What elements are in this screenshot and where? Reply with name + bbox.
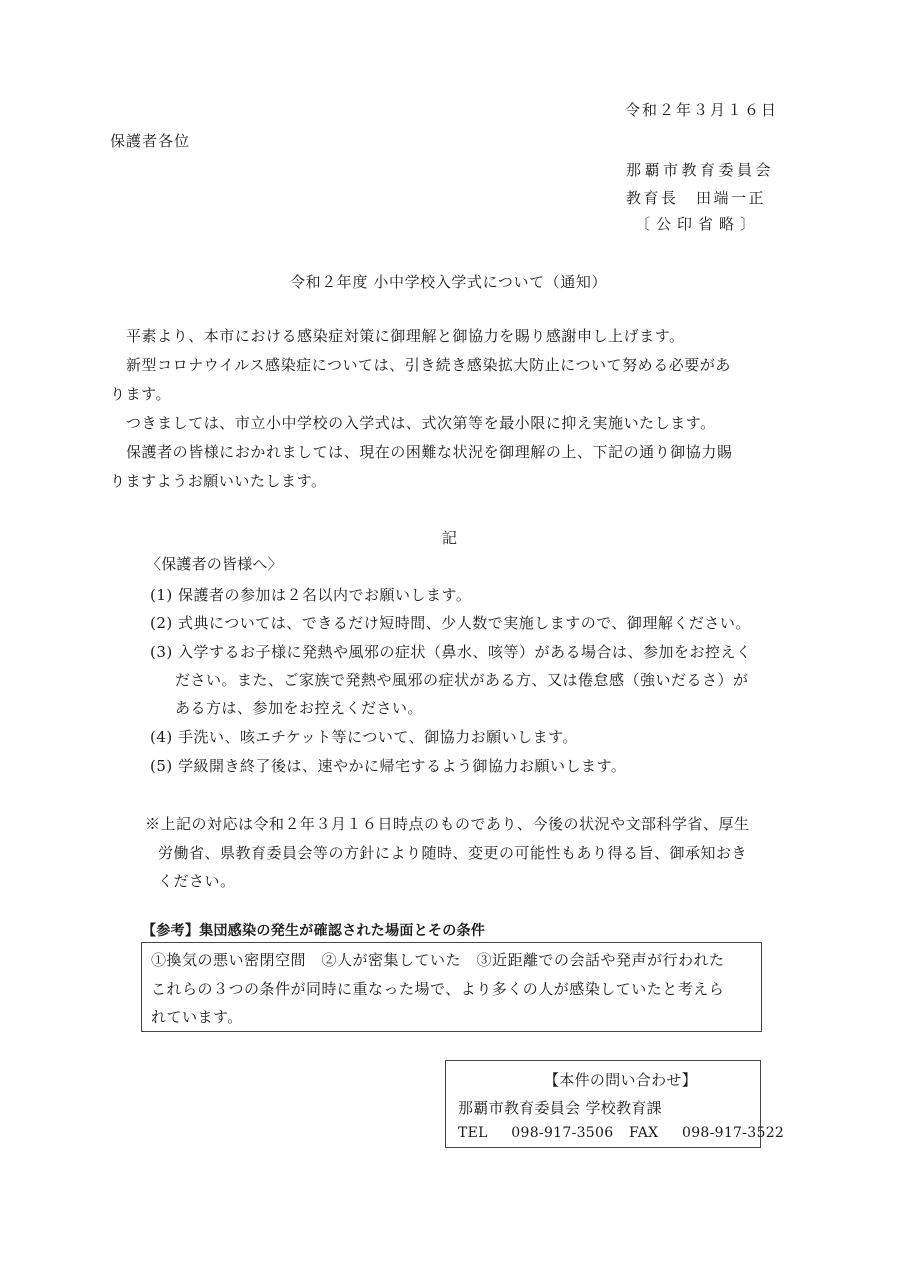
item-text: 式典については、できるだけ短時間、少人数で実施しますので、御理解ください。 <box>178 614 751 632</box>
item-number: (4) <box>150 728 173 746</box>
item-number: (3) <box>150 643 173 661</box>
note-line: 労働省、県教育委員会等の方針により随時、変更の可能性もあり得る旨、御承知おき <box>158 844 748 862</box>
body-line: りますようお願いいたします。 <box>110 472 327 490</box>
note-line: ※上記の対応は令和２年３月１６日時点のものであり、今後の状況や文部科学省、厚生 <box>145 815 750 833</box>
item-text: 手洗い、咳エチケット等について、御協力お願いします。 <box>178 728 578 746</box>
list-item <box>150 641 752 662</box>
parents-section-heading: 〈保護者の皆様へ〉 <box>146 555 283 573</box>
item-number: (5) <box>150 757 173 775</box>
item-number: (1) <box>150 586 173 604</box>
reference-line: これらの３つの条件が同時に重なった場で、より多くの人が感染していたと考えら <box>151 980 725 998</box>
reference-line: ①換気の悪い密閉空間 ②人が密集していた ③近距離での会話や発声が行われた <box>151 951 725 969</box>
reference-box <box>141 942 762 1032</box>
body-line: 保護者の皆様におかれましては、現在の困難な状況を御理解の上、下記の通り御協力賜 <box>126 443 733 461</box>
tel-label: TEL <box>458 1125 488 1141</box>
addressee: 保護者各位 <box>110 132 191 150</box>
contact-title: 【本件の問い合わせ】 <box>544 1071 698 1089</box>
item-continuation: ださい。また、ご家族で発熱や風邪の症状がある方、又は倦怠感（強いだるさ）が <box>175 671 749 689</box>
contact-organization: 那覇市教育委員会 学校教育課 <box>458 1099 662 1117</box>
seal-omitted-note: 〔公印省略〕 <box>635 215 762 233</box>
body-line: ります。 <box>110 385 172 403</box>
body-line: 平素より、本市における感染症対策に御理解と御協力を賜り感謝申し上げます。 <box>126 327 685 345</box>
list-item <box>150 612 751 633</box>
issuer-organization: 那覇市教育委員会 <box>626 161 775 179</box>
list-item <box>150 584 471 605</box>
document-title: 令和２年度 小中学校入学式について（通知） <box>290 273 608 291</box>
item-number: (2) <box>150 614 173 632</box>
contact-phone-line <box>458 1125 784 1141</box>
reference-title: 【参考】集団感染の発生が確認された場面とその条件 <box>142 923 486 939</box>
issuer-name: 教育長 田端一正 <box>626 189 767 207</box>
item-continuation: ある方は、参加をお控えください。 <box>175 699 424 717</box>
ki-marker: 記 <box>442 529 458 547</box>
tel-number: 098-917-3506 <box>511 1125 614 1141</box>
contact-box <box>445 1060 785 1148</box>
reference-line: れています。 <box>151 1008 243 1026</box>
list-item <box>150 755 626 776</box>
fax-number: 098-917-3522 <box>681 1125 785 1141</box>
item-text: 保護者の参加は２名以内でお願いします。 <box>178 586 472 604</box>
note-line: ください。 <box>158 872 236 890</box>
list-item <box>150 726 578 747</box>
body-line: 新型コロナウイルス感染症については、引き続き感染拡大防止について努める必要があ <box>126 356 731 374</box>
item-text: 学級開き終了後は、速やかに帰宅するよう御協力お願いします。 <box>178 757 627 775</box>
item-text: 入学するお子様に発熱や風邪の症状（鼻水、咳等）がある場合は、参加をお控えく <box>178 643 752 661</box>
fax-label: FAX <box>628 1125 659 1141</box>
body-line: つきましては、市立小中学校の入学式は、式次第等を最小限に抑え実施いたします。 <box>126 414 716 432</box>
document-date: 令和２年３月１６日 <box>625 101 779 119</box>
